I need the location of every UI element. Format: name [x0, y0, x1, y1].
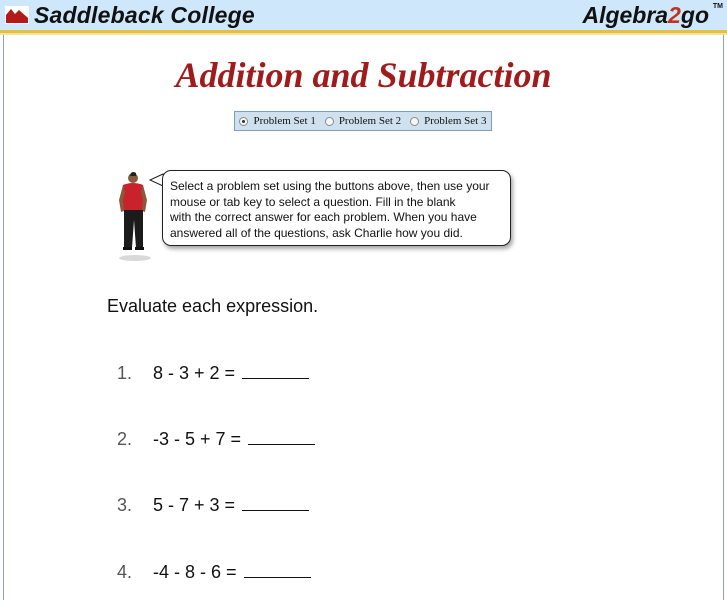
- left-border: [3, 35, 4, 600]
- product-two: 2: [668, 2, 681, 28]
- problem-set-1-radio[interactable]: [239, 117, 248, 126]
- evaluate-prompt: Evaluate each expression.: [107, 296, 319, 316]
- problem-set-2-radio[interactable]: [325, 117, 334, 126]
- problem-expression: -3 - 5 + 7 =: [153, 429, 242, 449]
- trademark-mark: TM: [712, 3, 723, 10]
- problem-set-3-label: Problem Set 3: [424, 115, 487, 127]
- header-bar: [0, 0, 727, 33]
- header-rule: [0, 33, 727, 35]
- product-suffix: go: [680, 2, 709, 28]
- instruction-line-2: mouse or tab key to select a question. Fill in the blank: [170, 194, 456, 209]
- problem-number: 4.: [117, 562, 133, 582]
- problem-set-2-label: Problem Set 2: [338, 115, 402, 127]
- instruction-bubble: [162, 170, 511, 246]
- page-title: Addition and Subtraction: [175, 55, 552, 95]
- product-prefix: Algebra: [582, 2, 669, 28]
- answer-blank-2[interactable]: [248, 424, 315, 445]
- problem-expression: -4 - 8 - 6 =: [153, 562, 237, 582]
- problem-number: 1.: [117, 363, 133, 383]
- problem-row: [117, 490, 309, 518]
- problem-row: [117, 424, 315, 452]
- saddleback-logo-icon: [5, 6, 29, 24]
- problem-expression: 5 - 7 + 3 =: [153, 495, 236, 515]
- problem-number: 3.: [117, 495, 133, 515]
- answer-blank-4[interactable]: [244, 557, 311, 578]
- problem-set-2-option[interactable]: [325, 115, 401, 127]
- instruction-line-4: answered all of the questions, ask Charlie how you did.: [170, 225, 463, 240]
- instruction-line-3: with the correct answer for each problem. When you have: [170, 210, 477, 224]
- problem-number: 2.: [117, 429, 133, 449]
- right-border: [723, 35, 724, 600]
- problem-set-1-option[interactable]: [239, 115, 315, 127]
- problem-row: [117, 358, 309, 386]
- problem-set-selector: [234, 111, 492, 131]
- problem-set-1-label: Problem Set 1: [253, 115, 316, 127]
- answer-blank-1[interactable]: [242, 358, 309, 379]
- brand-name: Saddleback College: [34, 2, 255, 28]
- instruction-line-1: Select a problem set using the buttons above, then use your: [170, 179, 490, 193]
- problem-expression: 8 - 3 + 2 =: [153, 363, 236, 383]
- answer-blank-3[interactable]: [242, 490, 309, 511]
- product-logo: [582, 2, 709, 29]
- problem-set-3-radio[interactable]: [410, 117, 419, 126]
- problem-row: [117, 557, 311, 585]
- problem-set-3-option[interactable]: [410, 115, 486, 127]
